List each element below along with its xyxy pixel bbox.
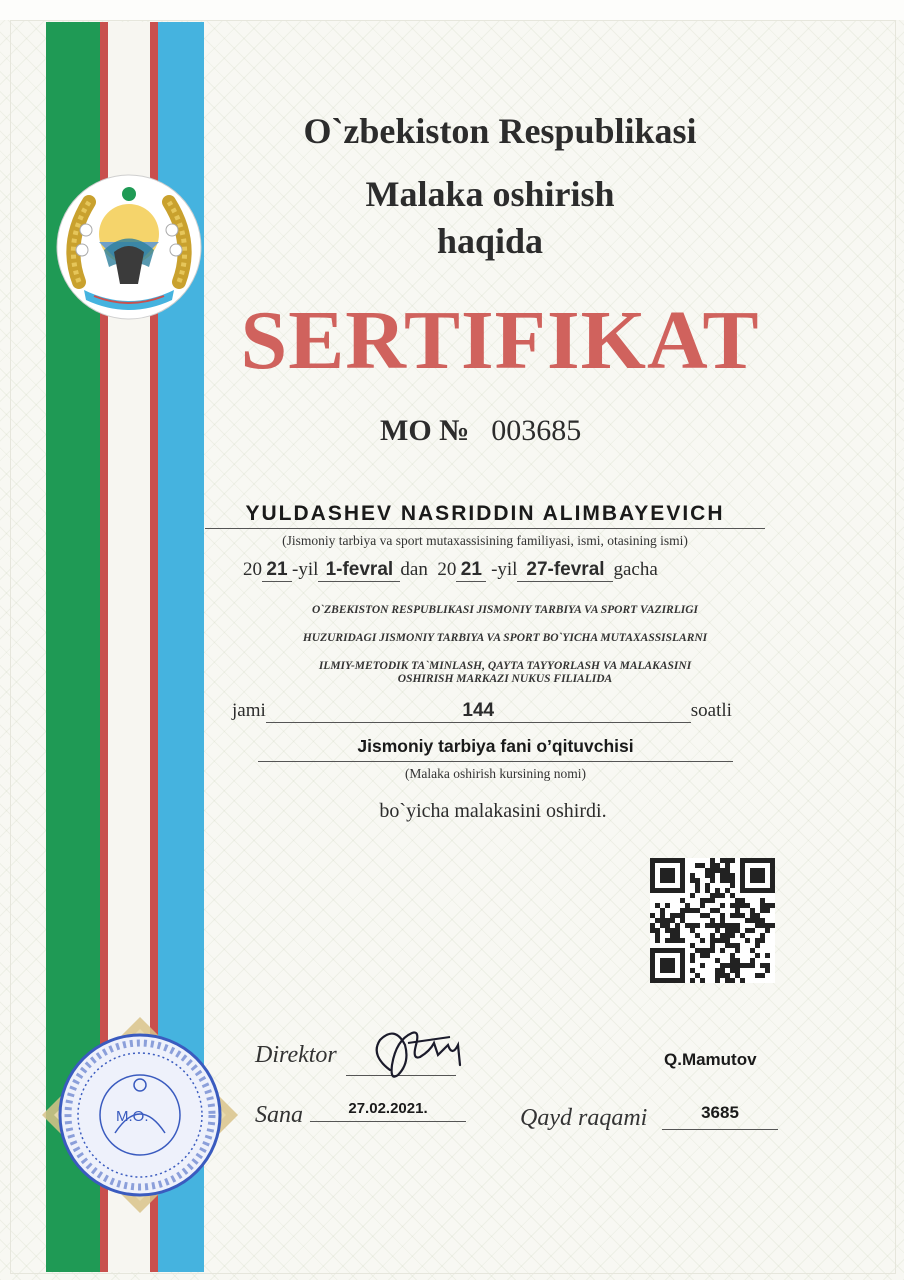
qr-module xyxy=(720,963,725,968)
qr-module xyxy=(720,923,725,928)
qr-module xyxy=(690,878,695,883)
organization-line-4: OSHIRISH MARKAZI NUKUS FILIALIDA xyxy=(397,673,613,685)
qr-module xyxy=(680,938,685,943)
qr-module xyxy=(720,878,725,883)
qr-module xyxy=(725,873,730,878)
qr-module xyxy=(755,943,760,948)
qr-module xyxy=(715,973,720,978)
qr-module xyxy=(710,908,715,913)
start-year: 21 xyxy=(262,559,292,582)
qr-module xyxy=(660,908,665,913)
qr-module xyxy=(735,923,740,928)
qr-module xyxy=(735,913,740,918)
qr-module xyxy=(665,928,670,933)
qr-module xyxy=(670,933,675,938)
qr-module xyxy=(760,918,765,923)
qr-module xyxy=(700,963,705,968)
qr-module xyxy=(710,948,715,953)
qr-module xyxy=(765,963,770,968)
qr-module xyxy=(710,943,715,948)
qr-module xyxy=(720,868,725,873)
qr-module xyxy=(750,908,755,913)
qr-module xyxy=(725,978,730,983)
qr-module xyxy=(745,938,750,943)
qr-module xyxy=(655,928,660,933)
qr-module xyxy=(730,878,735,883)
number-prefix: MO № xyxy=(380,414,470,447)
qr-module xyxy=(655,903,660,908)
seal-center-text: M.O. xyxy=(116,1108,149,1125)
qr-code-icon xyxy=(650,858,775,983)
hours-value: 144 xyxy=(266,700,691,723)
end-year: 21 xyxy=(456,559,486,582)
registration-value: 3685 xyxy=(662,1103,778,1130)
qr-module xyxy=(725,868,730,873)
qr-module xyxy=(710,898,715,903)
certificate-title: SERTIFIKAT xyxy=(240,294,760,387)
qr-module xyxy=(720,973,725,978)
qr-module xyxy=(715,938,720,943)
qr-module xyxy=(755,938,760,943)
qr-module xyxy=(745,928,750,933)
qr-module xyxy=(765,928,770,933)
qr-module xyxy=(695,888,700,893)
qr-module xyxy=(665,903,670,908)
qr-module xyxy=(735,898,740,903)
jami-label: jami xyxy=(232,700,266,721)
qr-module xyxy=(680,918,685,923)
qr-module xyxy=(680,908,685,913)
qr-module xyxy=(705,913,710,918)
organization-line-1: O`ZBEKISTON RESPUBLIKASI JISMONIY TARBIYA VA SPORT VAZIRLIGI xyxy=(312,604,698,616)
qr-module xyxy=(705,898,710,903)
qr-module xyxy=(730,903,735,908)
start-date: 1-fevral xyxy=(318,559,400,582)
period-line xyxy=(243,559,658,582)
qr-module xyxy=(710,893,715,898)
qr-module xyxy=(760,963,765,968)
qr-module xyxy=(725,923,730,928)
qr-module xyxy=(690,968,695,973)
date-value: 27.02.2021. xyxy=(310,1100,466,1122)
qr-module xyxy=(710,923,715,928)
qr-module xyxy=(675,933,680,938)
qr-module xyxy=(745,963,750,968)
qr-module xyxy=(730,873,735,878)
dan-label: dan xyxy=(400,559,428,580)
end-date: 27-fevral xyxy=(517,559,613,582)
qr-module xyxy=(705,883,710,888)
qr-module xyxy=(655,918,660,923)
header-line-2: Malaka oshirish xyxy=(365,174,615,214)
qr-module xyxy=(700,898,705,903)
qr-module xyxy=(755,913,760,918)
qr-module xyxy=(720,968,725,973)
qr-module xyxy=(730,858,735,863)
qr-module xyxy=(755,953,760,958)
qr-module xyxy=(755,918,760,923)
qr-module xyxy=(760,923,765,928)
organization-line-3: ILMIY-METODIK TA`MINLASH, QAYTA TAYYORLASH VA MALAKASINI xyxy=(318,660,692,672)
qr-module xyxy=(725,888,730,893)
director-label: Direktor xyxy=(255,1042,337,1068)
qr-module xyxy=(710,858,715,863)
soatli-label: soatli xyxy=(690,700,732,721)
qr-module xyxy=(660,918,665,923)
qr-module xyxy=(730,978,735,983)
qr-module xyxy=(760,933,765,938)
qr-module xyxy=(715,908,720,913)
qr-module xyxy=(660,923,665,928)
hours-line xyxy=(232,700,732,723)
qr-module xyxy=(680,898,685,903)
qr-module xyxy=(705,923,710,928)
qr-module xyxy=(730,893,735,898)
qr-module xyxy=(750,918,755,923)
qr-module xyxy=(725,863,730,868)
qr-module xyxy=(715,978,720,983)
state-emblem-icon xyxy=(54,172,204,322)
qr-module xyxy=(670,928,675,933)
header-line-3: haqida xyxy=(436,221,544,261)
qr-module xyxy=(695,933,700,938)
qr-module xyxy=(735,903,740,908)
qr-module xyxy=(670,938,675,943)
course-name: Jismoniy tarbiya fani o’qituvchisi xyxy=(258,736,733,762)
qr-module xyxy=(715,888,720,893)
qr-module xyxy=(700,938,705,943)
qr-module xyxy=(720,933,725,938)
qr-module xyxy=(705,948,710,953)
qr-module xyxy=(695,948,700,953)
qr-module xyxy=(730,958,735,963)
organization-line-2: HUZURIDAGI JISMONIY TARBIYA VA SPORT BO`YICHA MUTAXASSISLARNI xyxy=(302,632,708,644)
qr-module xyxy=(735,948,740,953)
qr-module xyxy=(700,978,705,983)
qr-module xyxy=(695,973,700,978)
qr-module xyxy=(735,958,740,963)
qr-module xyxy=(700,953,705,958)
qr-module xyxy=(690,873,695,878)
qr-module xyxy=(660,913,665,918)
qr-module xyxy=(675,928,680,933)
qr-module xyxy=(730,913,735,918)
header-line-1: O`zbekiston Respublikasi xyxy=(303,111,697,151)
year-prefix-2: 20 xyxy=(437,559,457,580)
qr-module xyxy=(715,968,720,973)
qr-module xyxy=(720,903,725,908)
qr-module xyxy=(740,898,745,903)
qr-module xyxy=(750,913,755,918)
qr-module xyxy=(770,923,775,928)
qr-module xyxy=(730,963,735,968)
qr-module xyxy=(715,958,720,963)
qr-module xyxy=(725,943,730,948)
qr-module xyxy=(710,863,715,868)
qr-module xyxy=(735,968,740,973)
qr-module xyxy=(750,958,755,963)
qr-module xyxy=(690,923,695,928)
holder-name-hint: (Jismoniy tarbiya va sport mutaxassisining familiyasi, ismi, otasining ismi) xyxy=(282,533,688,548)
qr-module xyxy=(710,918,715,923)
qr-module xyxy=(765,953,770,958)
qr-module xyxy=(705,888,710,893)
qr-module xyxy=(760,938,765,943)
qr-module xyxy=(695,883,700,888)
qr-module xyxy=(745,918,750,923)
qr-module xyxy=(650,913,655,918)
qr-module xyxy=(725,928,730,933)
qr-module xyxy=(735,908,740,913)
qr-module xyxy=(760,908,765,913)
qr-module xyxy=(730,883,735,888)
qr-module xyxy=(720,893,725,898)
qr-module xyxy=(690,928,695,933)
year-prefix-1: 20 xyxy=(243,559,262,580)
qr-module xyxy=(690,893,695,898)
qr-module xyxy=(725,973,730,978)
qr-module xyxy=(740,913,745,918)
qr-module xyxy=(720,913,725,918)
qr-module xyxy=(740,933,745,938)
qr-module xyxy=(710,873,715,878)
qr-module xyxy=(715,928,720,933)
qr-module xyxy=(685,903,690,908)
top-margin xyxy=(0,0,904,20)
gacha-label: gacha xyxy=(613,559,658,580)
qr-module xyxy=(700,903,705,908)
qr-module xyxy=(710,868,715,873)
qr-module xyxy=(750,948,755,953)
qr-module xyxy=(715,923,720,928)
qr-module xyxy=(750,963,755,968)
qr-module xyxy=(720,873,725,878)
qr-module xyxy=(715,893,720,898)
holder-name: YULDASHEV NASRIDDIN ALIMBAYEVICH xyxy=(205,502,765,529)
qr-module xyxy=(710,878,715,883)
qr-module xyxy=(705,868,710,873)
qr-module xyxy=(705,953,710,958)
completion-text: bo`yicha malakasini oshirdi. xyxy=(379,800,607,822)
qr-module xyxy=(730,968,735,973)
qr-module xyxy=(685,908,690,913)
qr-module xyxy=(730,933,735,938)
qr-module xyxy=(730,943,735,948)
qr-module xyxy=(655,938,660,943)
qr-module xyxy=(690,908,695,913)
qr-module xyxy=(750,928,755,933)
qr-module xyxy=(695,878,700,883)
qr-module xyxy=(720,948,725,953)
qr-module xyxy=(725,938,730,943)
qr-module xyxy=(760,898,765,903)
qr-module xyxy=(765,908,770,913)
qr-module xyxy=(770,903,775,908)
qr-module xyxy=(725,858,730,863)
date-label: Sana xyxy=(255,1102,303,1128)
qr-module xyxy=(690,958,695,963)
qr-module xyxy=(720,938,725,943)
qr-module xyxy=(760,903,765,908)
qr-module xyxy=(765,903,770,908)
qr-module xyxy=(695,908,700,913)
qr-module xyxy=(720,918,725,923)
qr-module xyxy=(655,933,660,938)
qr-module xyxy=(720,858,725,863)
qr-module xyxy=(760,973,765,978)
qr-module xyxy=(740,978,745,983)
signature-icon xyxy=(350,1015,470,1085)
qr-module xyxy=(735,973,740,978)
qr-module xyxy=(740,963,745,968)
qr-module xyxy=(700,863,705,868)
qr-module xyxy=(725,878,730,883)
qr-module xyxy=(650,923,655,928)
qr-module xyxy=(755,973,760,978)
qr-module xyxy=(695,923,700,928)
yil-label-2: -yil xyxy=(491,559,518,580)
qr-module xyxy=(695,863,700,868)
qr-module xyxy=(670,913,675,918)
qr-module xyxy=(715,868,720,873)
qr-module xyxy=(670,918,675,923)
qr-module xyxy=(675,923,680,928)
certificate-number xyxy=(380,414,581,448)
qr-module xyxy=(680,913,685,918)
qr-module xyxy=(710,938,715,943)
qr-module xyxy=(710,933,715,938)
qr-module xyxy=(700,948,705,953)
seal-stamp-icon xyxy=(40,1015,240,1215)
qr-module xyxy=(745,903,750,908)
qr-module xyxy=(735,963,740,968)
number-value: 003685 xyxy=(491,414,582,447)
qr-module xyxy=(675,938,680,943)
qr-module xyxy=(735,943,740,948)
qr-module xyxy=(665,923,670,928)
yil-label-1: -yil xyxy=(292,559,319,580)
qr-module xyxy=(665,938,670,943)
qr-module xyxy=(685,923,690,928)
qr-module xyxy=(690,943,695,948)
qr-module xyxy=(690,978,695,983)
qr-module xyxy=(715,863,720,868)
registration-label: Qayd raqami xyxy=(520,1105,648,1131)
qr-module xyxy=(725,963,730,968)
qr-module xyxy=(735,928,740,933)
qr-module xyxy=(725,933,730,938)
qr-module xyxy=(690,953,695,958)
qr-module xyxy=(740,903,745,908)
director-name: Q.Mamutov xyxy=(664,1050,757,1069)
qr-module xyxy=(675,913,680,918)
qr-module xyxy=(705,873,710,878)
qr-module xyxy=(700,913,705,918)
qr-module xyxy=(665,918,670,923)
qr-module xyxy=(650,928,655,933)
qr-module xyxy=(730,923,735,928)
qr-module xyxy=(765,923,770,928)
qr-module xyxy=(765,968,770,973)
course-name-hint: (Malaka oshirish kursining nomi) xyxy=(404,766,587,781)
qr-module xyxy=(730,953,735,958)
qr-module xyxy=(755,923,760,928)
qr-module xyxy=(730,928,735,933)
